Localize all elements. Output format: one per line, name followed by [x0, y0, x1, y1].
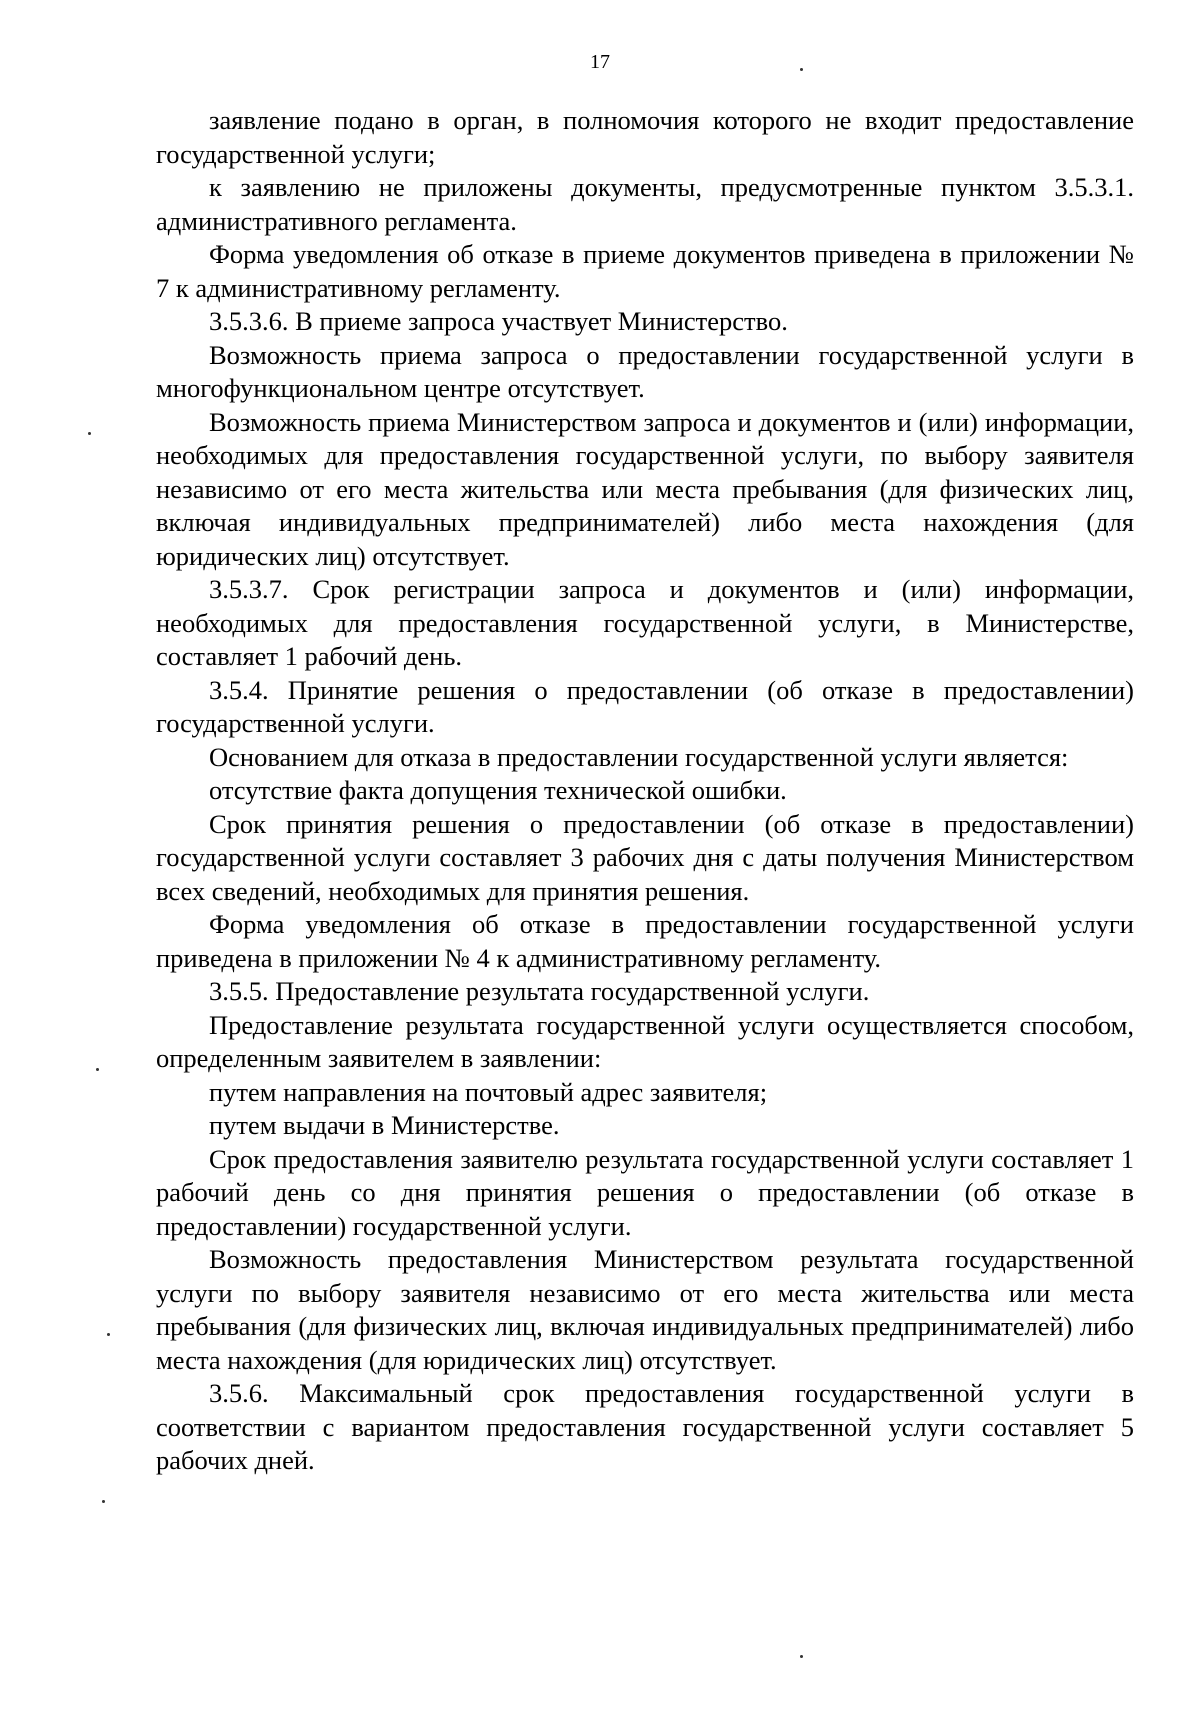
paragraph-rejection-wrong-authority: заявление подано в орган, в полномочия которого не входит предоставление государственной услуги; — [156, 105, 1134, 169]
scan-speck — [88, 432, 91, 435]
scan-speck — [800, 1655, 803, 1658]
paragraph-refusal-notice-form: Форма уведомления об отказе в предоставлении государственной услуги приведена в приложении № 4 к административному регламенту. — [156, 909, 1134, 973]
document-body — [156, 104, 1134, 1478]
paragraph-3-5-5: 3.5.5. Предоставление результата государственной услуги. — [209, 976, 870, 1006]
paragraph-3-5-6: 3.5.6. Максимальный срок предоставления государственной услуги в соответствии с вариантом предоставления государственной услуги составляет 5 рабочих дней. — [156, 1378, 1134, 1475]
paragraph-in-ministry: путем выдачи в Министерстве. — [209, 1110, 560, 1140]
paragraph-result-deadline: Срок предоставления заявителю результата государственной услуги составляет 1 рабочий день со дня принятия решения о предоставлении (об отказе в предоставлении) государственной услуги. — [156, 1143, 1134, 1241]
paragraph-by-post: путем направления на почтовый адрес заявителя; — [209, 1076, 768, 1107]
scan-speck — [800, 68, 803, 71]
page-number: 17 — [590, 51, 610, 73]
paragraph-decision-deadline: Срок принятия решения о предоставлении (об отказе в предоставлении) государственной услуги составляет 3 рабочих дня с даты получения Министерством всех сведений, необходимых для принятия решения. — [156, 808, 1134, 906]
scan-speck — [102, 1500, 105, 1503]
paragraph-mfc-reception: Возможность приема запроса о предоставлении государственной услуги в многофункциональном центре отсутствует. — [156, 339, 1134, 403]
scan-speck — [96, 1068, 99, 1071]
paragraph-refusal-grounds: Основанием для отказа в предоставлении государственной услуги является: — [209, 741, 1069, 772]
paragraph-no-technical-error: отсутствие факта допущения технической ошибки. — [209, 775, 787, 805]
paragraph-result-delivery-method: Предоставление результата государственной услуги осуществляется способом, определенным заявителем в заявлении: — [156, 1009, 1134, 1073]
paragraph-extraterritorial-reception: Возможность приема Министерством запроса и документов и (или) информации, необходимых для предоставления государственной услуги, по выбору заявителя независимо от его места жительства или места пребывания (для физических лиц, включая индивидуальных предпринимателей) либо места нахождения (для юридических лиц) отсутствует. — [156, 406, 1134, 571]
paragraph-rejection-notice-form: Форма уведомления об отказе в приеме документов приведена в приложении № 7 к административному регламенту. — [156, 239, 1134, 303]
paragraph-extraterritorial-result: Возможность предоставления Министерством результата государственной услуги по выбору заявителя независимо от его места жительства или места пребывания (для физических лиц, включая индивидуальных предпринимателей) либо места нахождения (для юридических лиц) отсутствует. — [156, 1244, 1134, 1375]
paragraph-3-5-3-6: 3.5.3.6. В приеме запроса участвует Министерство. — [209, 306, 788, 336]
paragraph-3-5-3-7: 3.5.3.7. Срок регистрации запроса и документов и (или) информации, необходимых для предоставления государственной услуги, в Министерстве, составляет 1 рабочий день. — [156, 574, 1134, 671]
paragraph-rejection-missing-documents: к заявлению не приложены документы, предусмотренные пунктом 3.5.3.1. административного регламента. — [156, 172, 1134, 236]
scan-speck — [107, 1333, 110, 1336]
paragraph-3-5-4: 3.5.4. Принятие решения о предоставлении (об отказе в предоставлении) государственной услуги. — [156, 674, 1134, 738]
